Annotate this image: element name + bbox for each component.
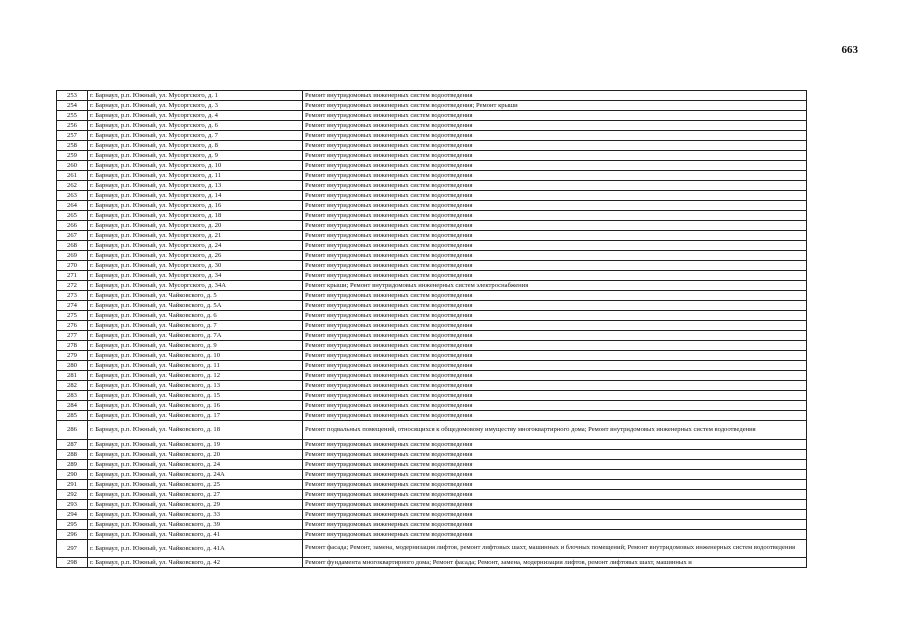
table-row <box>57 121 807 131</box>
address-cell: г. Барнаул, р.п. Южный, ул. Чайковского, д. 16 <box>88 401 303 411</box>
row-number-cell: 254 <box>57 101 88 111</box>
address-cell: г. Барнаул, р.п. Южный, ул. Чайковского, д. 5А <box>88 301 303 311</box>
row-number-cell: 267 <box>57 231 88 241</box>
address-cell: г. Барнаул, р.п. Южный, ул. Мусоргского, д. 21 <box>88 231 303 241</box>
table-row <box>57 231 807 241</box>
works-cell: Ремонт внутридомовых инженерных систем водоотведения <box>303 459 807 469</box>
works-cell: Ремонт внутридомовых инженерных систем водоотведения <box>303 151 807 161</box>
row-number-cell: 287 <box>57 439 88 449</box>
table-row <box>57 558 807 568</box>
row-number-cell: 281 <box>57 371 88 381</box>
table-row <box>57 489 807 499</box>
table-row <box>57 131 807 141</box>
table-row <box>57 469 807 479</box>
works-cell: Ремонт внутридомовых инженерных систем водоотведения <box>303 171 807 181</box>
row-number-cell: 257 <box>57 131 88 141</box>
works-cell: Ремонт фасада; Ремонт, замена, модернизация лифтов, ремонт лифтовых шахт, машинных и блочных помещений; Ремонт внутридомовых инженерных систем водоотведения <box>303 539 807 558</box>
table-row <box>57 499 807 509</box>
works-cell: Ремонт внутридомовых инженерных систем водоотведения <box>303 261 807 271</box>
row-number-cell: 265 <box>57 211 88 221</box>
table-row <box>57 141 807 151</box>
table-row <box>57 111 807 121</box>
row-number-cell: 293 <box>57 499 88 509</box>
works-cell: Ремонт внутридомовых инженерных систем водоотведения <box>303 479 807 489</box>
address-cell: г. Барнаул, р.п. Южный, ул. Мусоргского, д. 20 <box>88 221 303 231</box>
works-cell: Ремонт внутридомовых инженерных систем водоотведения <box>303 241 807 251</box>
works-cell: Ремонт внутридомовых инженерных систем водоотведения <box>303 449 807 459</box>
works-cell: Ремонт внутридомовых инженерных систем водоотведения <box>303 401 807 411</box>
address-cell: г. Барнаул, р.п. Южный, ул. Мусоргского, д. 30 <box>88 261 303 271</box>
works-cell: Ремонт фундамента многоквартирного дома; Ремонт фасада; Ремонт, замена, модернизация лифтов, ремонт лифтовых шахт, машинных и <box>303 558 807 568</box>
table-row <box>57 91 807 101</box>
address-cell: г. Барнаул, р.п. Южный, ул. Мусоргского, д. 16 <box>88 201 303 211</box>
works-cell: Ремонт внутридомовых инженерных систем водоотведения <box>303 499 807 509</box>
row-number-cell: 261 <box>57 171 88 181</box>
table-row <box>57 161 807 171</box>
table-row <box>57 171 807 181</box>
row-number-cell: 276 <box>57 321 88 331</box>
works-cell: Ремонт внутридомовых инженерных систем водоотведения <box>303 271 807 281</box>
works-cell: Ремонт внутридомовых инженерных систем водоотведения <box>303 341 807 351</box>
row-number-cell: 298 <box>57 558 88 568</box>
table-row <box>57 341 807 351</box>
works-cell: Ремонт внутридомовых инженерных систем водоотведения <box>303 181 807 191</box>
works-cell: Ремонт внутридомовых инженерных систем водоотведения <box>303 489 807 499</box>
address-cell: г. Барнаул, р.п. Южный, ул. Чайковского, д. 18 <box>88 421 303 440</box>
address-cell: г. Барнаул, р.п. Южный, ул. Мусоргского, д. 10 <box>88 161 303 171</box>
table-row <box>57 519 807 529</box>
row-number-cell: 253 <box>57 91 88 101</box>
address-cell: г. Барнаул, р.п. Южный, ул. Мусоргского, д. 7 <box>88 131 303 141</box>
table-row <box>57 411 807 421</box>
works-cell: Ремонт внутридомовых инженерных систем водоотведения <box>303 439 807 449</box>
row-number-cell: 271 <box>57 271 88 281</box>
table-row <box>57 371 807 381</box>
address-cell: г. Барнаул, р.п. Южный, ул. Чайковского, д. 10 <box>88 351 303 361</box>
table-row <box>57 311 807 321</box>
row-number-cell: 268 <box>57 241 88 251</box>
address-cell: г. Барнаул, р.п. Южный, ул. Чайковского, д. 29 <box>88 499 303 509</box>
row-number-cell: 283 <box>57 391 88 401</box>
address-cell: г. Барнаул, р.п. Южный, ул. Мусоргского, д. 6 <box>88 121 303 131</box>
works-cell: Ремонт внутридомовых инженерных систем водоотведения <box>303 211 807 221</box>
table-row <box>57 321 807 331</box>
works-cell: Ремонт подвальных помещений, относящихся к общедомовому имуществу многоквартирного дома; Ремонт внутридомовых инженерных систем водоотведения <box>303 421 807 440</box>
address-cell: г. Барнаул, р.п. Южный, ул. Чайковского, д. 27 <box>88 489 303 499</box>
address-cell: г. Барнаул, р.п. Южный, ул. Чайковского, д. 25 <box>88 479 303 489</box>
works-cell: Ремонт внутридомовых инженерных систем водоотведения <box>303 131 807 141</box>
row-number-cell: 282 <box>57 381 88 391</box>
address-cell: г. Барнаул, р.п. Южный, ул. Чайковского, д. 17 <box>88 411 303 421</box>
works-cell: Ремонт внутридомовых инженерных систем водоотведения <box>303 201 807 211</box>
row-number-cell: 260 <box>57 161 88 171</box>
row-number-cell: 262 <box>57 181 88 191</box>
table-row <box>57 221 807 231</box>
works-cell: Ремонт внутридомовых инженерных систем водоотведения <box>303 391 807 401</box>
address-cell: г. Барнаул, р.п. Южный, ул. Чайковского, д. 9 <box>88 341 303 351</box>
row-number-cell: 263 <box>57 191 88 201</box>
table-row <box>57 529 807 539</box>
table-row <box>57 351 807 361</box>
works-cell: Ремонт внутридомовых инженерных систем водоотведения <box>303 529 807 539</box>
row-number-cell: 284 <box>57 401 88 411</box>
address-cell: г. Барнаул, р.п. Южный, ул. Мусоргского, д. 13 <box>88 181 303 191</box>
repair-register-table <box>56 90 807 568</box>
works-cell: Ремонт внутридомовых инженерных систем водоотведения <box>303 231 807 241</box>
address-cell: г. Барнаул, р.п. Южный, ул. Мусоргского, д. 8 <box>88 141 303 151</box>
table-row <box>57 261 807 271</box>
table-row <box>57 361 807 371</box>
address-cell: г. Барнаул, р.п. Южный, ул. Чайковского, д. 19 <box>88 439 303 449</box>
address-cell: г. Барнаул, р.п. Южный, ул. Чайковского, д. 12 <box>88 371 303 381</box>
works-cell: Ремонт внутридомовых инженерных систем водоотведения <box>303 469 807 479</box>
table-row <box>57 211 807 221</box>
page-number: 663 <box>841 44 858 56</box>
address-cell: г. Барнаул, р.п. Южный, ул. Чайковского, д. 41А <box>88 539 303 558</box>
table-row <box>57 539 807 558</box>
table-row <box>57 421 807 440</box>
works-cell: Ремонт внутридомовых инженерных систем водоотведения <box>303 311 807 321</box>
address-cell: г. Барнаул, р.п. Южный, ул. Чайковского, д. 39 <box>88 519 303 529</box>
address-cell: г. Барнаул, р.п. Южный, ул. Чайковского, д. 5 <box>88 291 303 301</box>
table-row <box>57 449 807 459</box>
row-number-cell: 296 <box>57 529 88 539</box>
address-cell: г. Барнаул, р.п. Южный, ул. Мусоргского, д. 18 <box>88 211 303 221</box>
address-cell: г. Барнаул, р.п. Южный, ул. Чайковского, д. 11 <box>88 361 303 371</box>
works-cell: Ремонт внутридомовых инженерных систем водоотведения <box>303 381 807 391</box>
row-number-cell: 280 <box>57 361 88 371</box>
row-number-cell: 275 <box>57 311 88 321</box>
table-row <box>57 401 807 411</box>
works-cell: Ремонт внутридомовых инженерных систем водоотведения <box>303 301 807 311</box>
row-number-cell: 256 <box>57 121 88 131</box>
works-cell: Ремонт внутридомовых инженерных систем водоотведения <box>303 161 807 171</box>
works-cell: Ремонт внутридомовых инженерных систем водоотведения <box>303 519 807 529</box>
works-cell: Ремонт внутридомовых инженерных систем водоотведения; Ремонт крыши <box>303 101 807 111</box>
table-row <box>57 251 807 261</box>
row-number-cell: 286 <box>57 421 88 440</box>
row-number-cell: 264 <box>57 201 88 211</box>
address-cell: г. Барнаул, р.п. Южный, ул. Мусоргского, д. 24 <box>88 241 303 251</box>
table-row <box>57 241 807 251</box>
address-cell: г. Барнаул, р.п. Южный, ул. Чайковского, д. 7А <box>88 331 303 341</box>
row-number-cell: 258 <box>57 141 88 151</box>
row-number-cell: 291 <box>57 479 88 489</box>
works-cell: Ремонт внутридомовых инженерных систем водоотведения <box>303 321 807 331</box>
table-row <box>57 151 807 161</box>
works-cell: Ремонт внутридомовых инженерных систем водоотведения <box>303 351 807 361</box>
works-cell: Ремонт внутридомовых инженерных систем водоотведения <box>303 371 807 381</box>
address-cell: г. Барнаул, р.п. Южный, ул. Мусоргского, д. 1 <box>88 91 303 101</box>
address-cell: г. Барнаул, р.п. Южный, ул. Мусоргского, д. 14 <box>88 191 303 201</box>
address-cell: г. Барнаул, р.п. Южный, ул. Чайковского, д. 13 <box>88 381 303 391</box>
works-cell: Ремонт крыши; Ремонт внутридомовых инженерных систем электроснабжения <box>303 281 807 291</box>
row-number-cell: 255 <box>57 111 88 121</box>
row-number-cell: 285 <box>57 411 88 421</box>
works-cell: Ремонт внутридомовых инженерных систем водоотведения <box>303 509 807 519</box>
works-cell: Ремонт внутридомовых инженерных систем водоотведения <box>303 141 807 151</box>
address-cell: г. Барнаул, р.п. Южный, ул. Мусоргского, д. 34 <box>88 271 303 281</box>
table-row <box>57 459 807 469</box>
works-cell: Ремонт внутридомовых инженерных систем водоотведения <box>303 221 807 231</box>
row-number-cell: 259 <box>57 151 88 161</box>
row-number-cell: 273 <box>57 291 88 301</box>
table-row <box>57 331 807 341</box>
table-row <box>57 201 807 211</box>
table-row <box>57 301 807 311</box>
address-cell: г. Барнаул, р.п. Южный, ул. Мусоргского, д. 9 <box>88 151 303 161</box>
address-cell: г. Барнаул, р.п. Южный, ул. Чайковского, д. 20 <box>88 449 303 459</box>
address-cell: г. Барнаул, р.п. Южный, ул. Чайковского, д. 24А <box>88 469 303 479</box>
works-cell: Ремонт внутридомовых инженерных систем водоотведения <box>303 331 807 341</box>
table-row <box>57 181 807 191</box>
address-cell: г. Барнаул, р.п. Южный, ул. Чайковского, д. 7 <box>88 321 303 331</box>
works-cell: Ремонт внутридомовых инженерных систем водоотведения <box>303 111 807 121</box>
row-number-cell: 294 <box>57 509 88 519</box>
row-number-cell: 292 <box>57 489 88 499</box>
address-cell: г. Барнаул, р.п. Южный, ул. Мусоргского, д. 4 <box>88 111 303 121</box>
works-cell: Ремонт внутридомовых инженерных систем водоотведения <box>303 121 807 131</box>
table-row <box>57 391 807 401</box>
table-row <box>57 381 807 391</box>
table-row <box>57 479 807 489</box>
table-row <box>57 291 807 301</box>
address-cell: г. Барнаул, р.п. Южный, ул. Чайковского, д. 6 <box>88 311 303 321</box>
address-cell: г. Барнаул, р.п. Южный, ул. Чайковского, д. 41 <box>88 529 303 539</box>
row-number-cell: 295 <box>57 519 88 529</box>
works-cell: Ремонт внутридомовых инженерных систем водоотведения <box>303 251 807 261</box>
row-number-cell: 274 <box>57 301 88 311</box>
address-cell: г. Барнаул, р.п. Южный, ул. Мусоргского, д. 11 <box>88 171 303 181</box>
works-cell: Ремонт внутридомовых инженерных систем водоотведения <box>303 361 807 371</box>
table-row <box>57 509 807 519</box>
address-cell: г. Барнаул, р.п. Южный, ул. Чайковского, д. 33 <box>88 509 303 519</box>
row-number-cell: 279 <box>57 351 88 361</box>
table-row <box>57 439 807 449</box>
address-cell: г. Барнаул, р.п. Южный, ул. Мусоргского, д. 34А <box>88 281 303 291</box>
row-number-cell: 270 <box>57 261 88 271</box>
works-cell: Ремонт внутридомовых инженерных систем водоотведения <box>303 91 807 101</box>
table-row <box>57 191 807 201</box>
row-number-cell: 266 <box>57 221 88 231</box>
row-number-cell: 297 <box>57 539 88 558</box>
address-cell: г. Барнаул, р.п. Южный, ул. Чайковского, д. 15 <box>88 391 303 401</box>
row-number-cell: 272 <box>57 281 88 291</box>
table-row <box>57 281 807 291</box>
works-cell: Ремонт внутридомовых инженерных систем водоотведения <box>303 191 807 201</box>
address-cell: г. Барнаул, р.п. Южный, ул. Мусоргского, д. 26 <box>88 251 303 261</box>
row-number-cell: 288 <box>57 449 88 459</box>
table-row <box>57 101 807 111</box>
works-cell: Ремонт внутридомовых инженерных систем водоотведения <box>303 411 807 421</box>
table-row <box>57 271 807 281</box>
register-body <box>57 91 807 568</box>
row-number-cell: 277 <box>57 331 88 341</box>
row-number-cell: 290 <box>57 469 88 479</box>
row-number-cell: 289 <box>57 459 88 469</box>
address-cell: г. Барнаул, р.п. Южный, ул. Мусоргского, д. 3 <box>88 101 303 111</box>
row-number-cell: 269 <box>57 251 88 261</box>
address-cell: г. Барнаул, р.п. Южный, ул. Чайковского, д. 24 <box>88 459 303 469</box>
works-cell: Ремонт внутридомовых инженерных систем водоотведения <box>303 291 807 301</box>
row-number-cell: 278 <box>57 341 88 351</box>
address-cell: г. Барнаул, р.п. Южный, ул. Чайковского, д. 42 <box>88 558 303 568</box>
